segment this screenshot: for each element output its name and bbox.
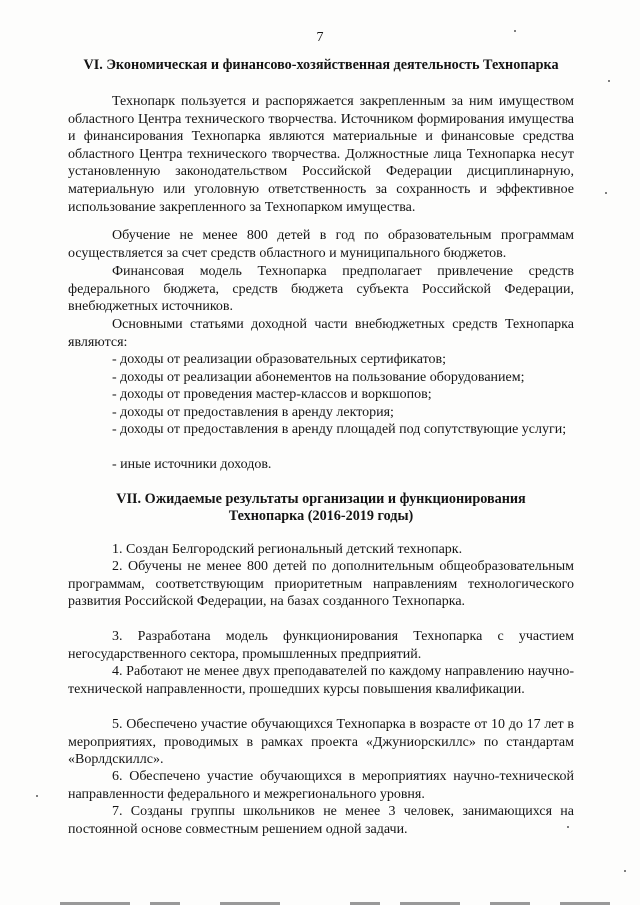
result-item: 7. Созданы группы школьников не менее 3 человек, занимающихся на постоянной основе совместным решением одной задачи. [68,804,574,837]
income-list-item: - доходы от реализации образовательных сертификатов; [112,352,447,367]
section-6-heading: VI. Экономическая и финансово-хозяйственная деятельность Технопарка [83,57,559,73]
section-6-paragraph: Основными статьями доходной части внебюджетных средств Технопарка являются: [68,317,574,350]
result-item: 4. Работают не менее двух преподавателей по каждому направлению научно-технической направленности, прошедших курсы повышения квалификации. [68,664,574,697]
section-6-paragraph: Технопарк пользуется и распоряжается закрепленным за ним имуществом областного Центра технического творчества. Источником формирования имущества и финансирования Технопарка являются материальные и финансовые средства областного Центра технического творчества. Должностные лица Технопарка несут установленную законодательством Российской Федерации дисциплинарную, материальную или уголовную ответственность за сохранность и эффективное использование закрепленного за Технопарком имущества. [68,94,574,215]
result-item: 2. Обучены не менее 800 детей по дополнительным общеобразовательным программам, соответствующим приоритетным направлениям технологического развития Российской Федерации, на базах созданного Технопарка. [68,559,574,610]
result-item: 3. Разработана модель функционирования Технопарка с участием негосударственного сектора, промышленных предприятий. [68,629,574,662]
income-list-item: - иные источники доходов. [112,457,272,472]
scan-speck [567,826,569,828]
income-list-item: - доходы от реализации абонементов на пользование оборудованием; [112,370,525,385]
result-item: 5. Обеспечено участие обучающихся Технопарка в возрасте от 10 до 17 лет в мероприятиях, проводимых в рамках проекта «Джуниорскиллс» по стандартам «Ворлдскиллс». [68,717,574,768]
section-7-heading-line: VII. Ожидаемые результаты организации и функционирования [116,491,526,507]
income-list-item: - доходы от проведения мастер-классов и воркшопов; [112,387,432,402]
scan-speck [624,870,626,872]
income-list-item: - доходы от предоставления в аренду лектория; [112,405,394,420]
section-7-heading [66,491,576,525]
income-list-item: - доходы от предоставления в аренду площадей под сопутствующие услуги; [112,422,567,437]
scan-speck [36,795,38,797]
scan-speck [608,80,610,82]
scan-speck [605,192,607,194]
section-7-heading-line: Технопарка (2016-2019 годы) [228,508,414,524]
section-6-paragraph: Финансовая модель Технопарка предполагает привлечение средств федерального бюджета, средств бюджета субъекта Российской Федерации, внебюджетных источников. [68,264,574,315]
page-number: 7 [316,30,324,45]
result-item: 6. Обеспечено участие обучающихся в мероприятиях научно-технической направленности федерального и межрегионального уровня. [68,769,574,802]
section-6-paragraph: Обучение не менее 800 детей в год по образовательным программам осуществляется за счет средств областного и муниципального бюджетов. [68,228,574,261]
result-item: 1. Создан Белгородский региональный детский технопарк. [112,542,463,557]
scan-speck [514,30,516,32]
